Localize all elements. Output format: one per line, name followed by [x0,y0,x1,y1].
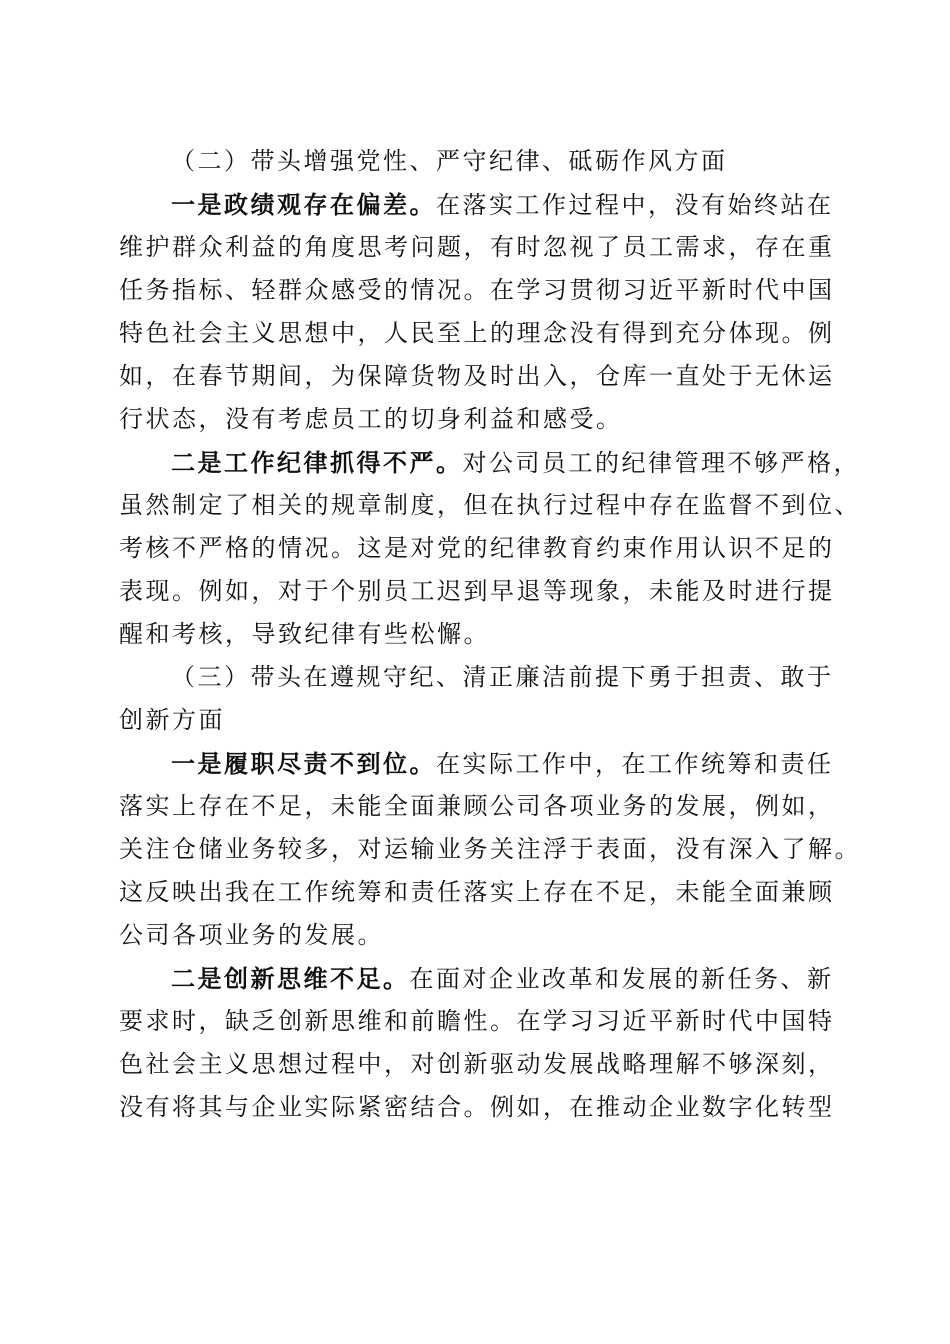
paragraph-line: 考核不严格的情况。这是对党的纪律教育约束作用认识不足的 [119,534,835,562]
paragraph-line: 如，在春节期间，为保障货物及时出入，仓库一直处于无休运 [119,362,835,390]
paragraph-line: 维护群众利益的角度思考问题，有时忽视了员工需求，存在重 [119,233,835,261]
paragraph-line: 没有将其与企业实际紧密结合。例如，在推动企业数字化转型 [119,1093,835,1121]
paragraph-line [119,183,834,226]
paragraph-lead: 一是履职尽责不到位。 [171,749,436,778]
section-heading-3-cont: 创新方面 [119,706,225,734]
paragraph-text: 对公司员工的纪律管理不够严格， [462,449,860,477]
paragraph-lead: 二是工作纪律抓得不严。 [171,448,463,477]
section-heading-3: （三）带头在遵规守纪、清正廉洁前提下勇于担责、敢于 [171,663,834,691]
paragraph-text: 在实际工作中，在工作统筹和责任 [436,750,834,778]
paragraph-line [119,742,834,785]
section-heading-2: （二）带头增强党性、严守纪律、砥砺作风方面 [171,147,728,175]
paragraph-line: 虽然制定了相关的规章制度，但在执行过程中存在监督不到位、 [119,491,861,519]
paragraph-line: 公司各项业务的发展。 [119,921,384,949]
paragraph-text: 在落实工作过程中，没有始终站在 [436,191,834,219]
paragraph-line: 特色社会主义思想中，人民至上的理念没有得到充分体现。例 [119,319,835,347]
paragraph-line [119,441,860,484]
paragraph-line: 行状态，没有考虑员工的切身利益和感受。 [119,405,623,433]
paragraph-line: 任务指标、轻群众感受的情况。在学习贯彻习近平新时代中国 [119,276,835,304]
paragraph-line: 要求时，缺乏创新思维和前瞻性。在学习习近平新时代中国特 [119,1007,835,1035]
paragraph-line: 色社会主义思想过程中，对创新驱动发展战略理解不够深刻， [119,1050,835,1078]
paragraph-line [119,957,834,1000]
paragraph-text: 在面对企业改革和发展的新任务、新 [409,965,834,993]
paragraph-lead: 一是政绩观存在偏差。 [171,190,436,219]
paragraph-line: 落实上存在不足，未能全面兼顾公司各项业务的发展，例如， [119,792,835,820]
document-body [119,140,861,1129]
paragraph-line: 醒和考核，导致纪律有些松懈。 [119,620,490,648]
paragraph-line: 表现。例如，对于个别员工迟到早退等现象，未能及时进行提 [119,577,835,605]
paragraph-line: 关注仓储业务较多，对运输业务关注浮于表面，没有深入了解。 [119,835,861,863]
paragraph-line: 这反映出我在工作统筹和责任落实上存在不足，未能全面兼顾 [119,878,835,906]
paragraph-lead: 二是创新思维不足。 [171,964,410,993]
